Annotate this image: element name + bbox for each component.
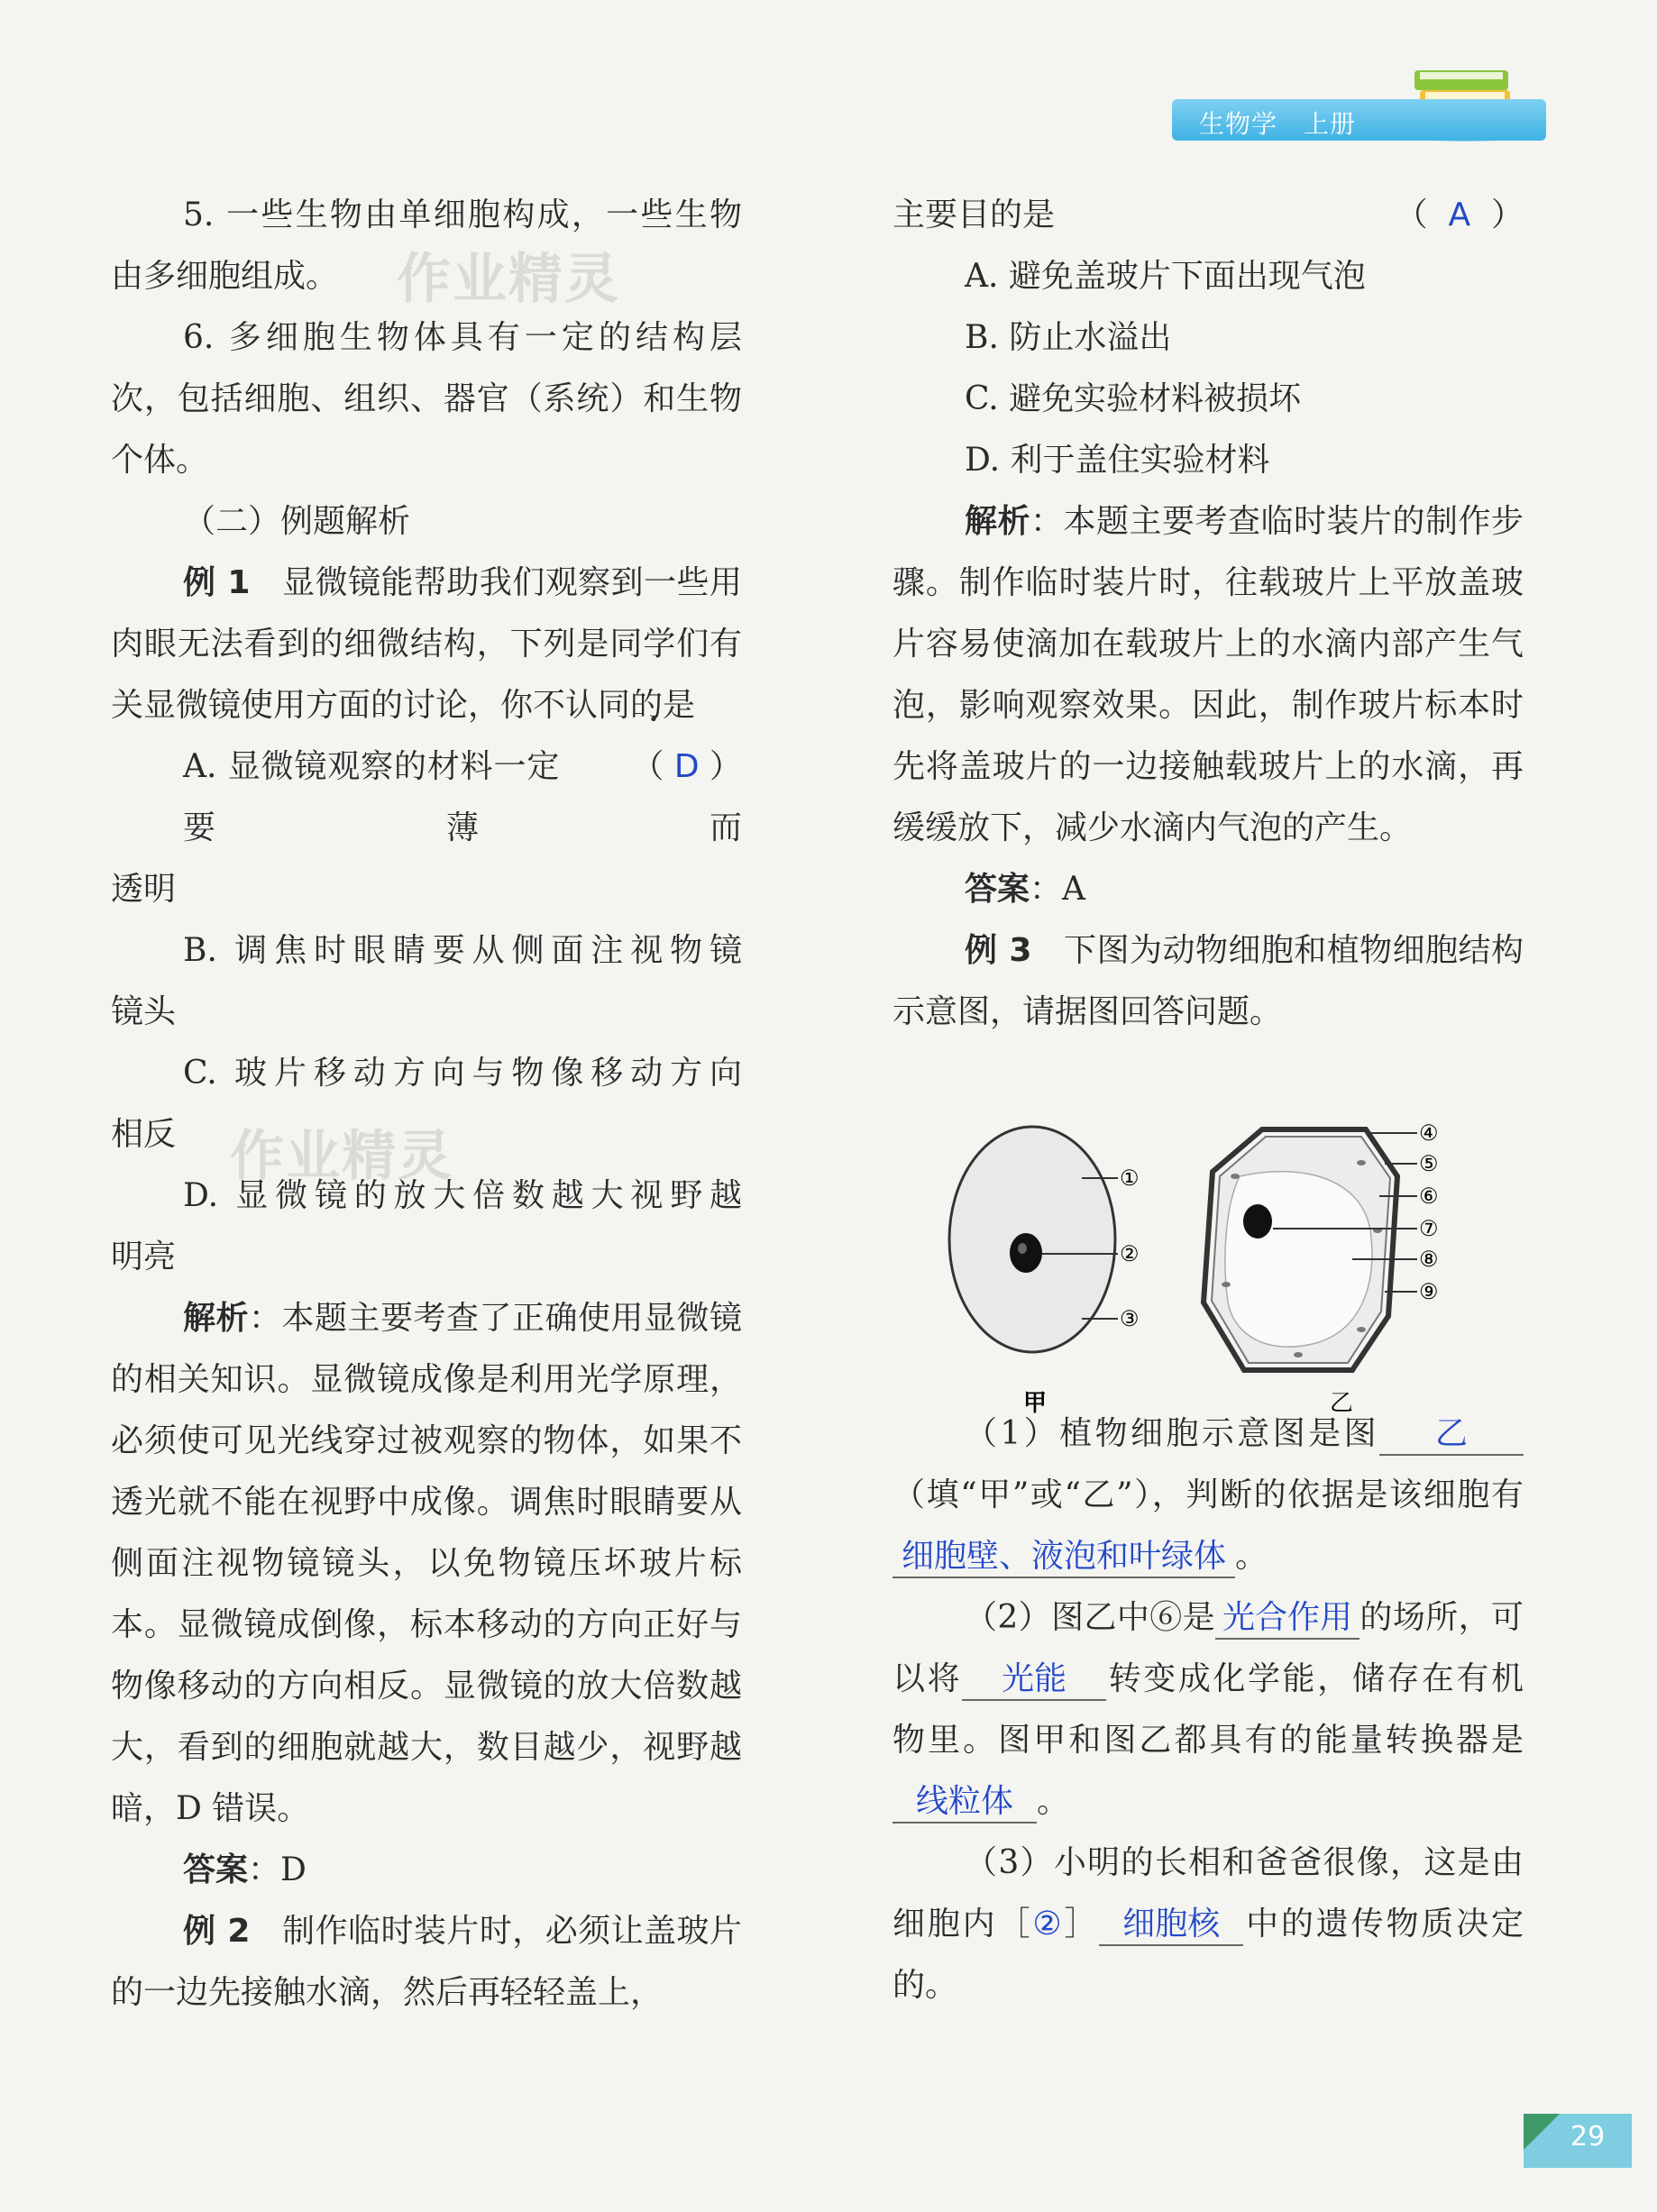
caption-plant: 乙 xyxy=(1330,1390,1354,1417)
cell-diagram xyxy=(938,1122,1478,1429)
animal-nucleolus xyxy=(1018,1243,1027,1254)
option-a-cont: 透明 xyxy=(111,871,177,908)
animal-cell-nucleus xyxy=(1010,1233,1042,1273)
example-3-stem-text: 下图为动物细胞和植物细胞结构示意图，请据图回答问题。 xyxy=(893,932,1524,1030)
q2-answer-2: 光能 xyxy=(962,1659,1106,1701)
example-1-stem xyxy=(111,553,742,785)
example-1-answer: D xyxy=(673,748,700,785)
analysis-text: ：本题主要考查了正确使用显微镜的相关知识。显微镜成像是利用光学原理，必须使可见光线穿过被观察的物体，如果不透光就不能在视野中成像。调焦时眼睛要从侧面注视物镜镜头，以免物镜压坏玻片标本。显微镜成倒像，标本移动的方向正好与物像移动的方向相反。显微镜的放大倍数越大，看到的细胞就越大，数目越少，视野越暗，D 错误。 xyxy=(111,1300,742,1827)
option-b-cont: 镜头 xyxy=(111,993,177,1030)
q2-answer-1: 光合作用 xyxy=(1215,1598,1359,1640)
option-b: B. 调焦时眼睛要从侧面注视物镜 xyxy=(183,932,742,969)
option-d: D. 利于盖住实验材料 xyxy=(965,442,1270,479)
summary-item-6: 6. 多细胞生物体具有一定的结构层次，包括细胞、组织、器官（系统）和生物个体。 xyxy=(111,319,742,479)
label-7: ⑦ xyxy=(1419,1216,1439,1241)
plant-vacuole xyxy=(1225,1172,1372,1348)
caption-animal: 甲 xyxy=(1023,1390,1048,1417)
answer-label: 答案 xyxy=(965,871,1030,908)
example-3-label: 例 3 xyxy=(965,932,1032,969)
label-4: ④ xyxy=(1419,1122,1439,1146)
q2-text-cont-2: 转变成化学能，储存在有机物里。图甲和图乙都具有的能量转换器是 xyxy=(893,1660,1524,1759)
q3-answer: 细胞核 xyxy=(1099,1905,1243,1946)
example-2-stem-cont xyxy=(893,185,1524,246)
q1-answer: 乙 xyxy=(1379,1414,1524,1456)
chloroplast xyxy=(1231,1174,1240,1179)
example-2-stem-end: 主要目的是 xyxy=(893,197,1056,233)
example-1-answer-line xyxy=(111,1840,742,1901)
example-2-stem xyxy=(111,1901,742,2024)
example-2-answer: A xyxy=(1448,197,1471,233)
summary-item-5: 5. 一些生物由单细胞构成，一些生物由多细胞组成。 xyxy=(111,197,742,295)
q1-text-end: 。 xyxy=(1235,1538,1268,1575)
q2-text: （2）图乙中⑥是 xyxy=(965,1599,1216,1636)
q1-text: （1）植物细胞示意图是图 xyxy=(965,1415,1379,1452)
q3-bracket: ］ xyxy=(1064,1906,1100,1942)
label-2: ② xyxy=(1120,1241,1140,1266)
example-1-stem-end: 的是 xyxy=(630,687,696,724)
section-title: （二）例题解析 xyxy=(183,503,411,540)
corner-fold-icon xyxy=(1524,2114,1560,2150)
analysis-label: 解析 xyxy=(183,1300,249,1337)
option-c-cont: 相反 xyxy=(111,1116,177,1153)
right-column xyxy=(893,185,1524,2016)
option-d-cont: 明亮 xyxy=(111,1239,177,1275)
analysis-text: ：本题主要考查临时装片的制作步骤。制作临时装片时，往载玻片上平放盖玻片容易使滴加在载玻片上的水滴内部产生气泡，影响观察效果。因此，制作玻片标本时先将盖玻片的一边接触载玻片上的水滴，再缓缓放下，减少水滴内气泡的产生。 xyxy=(893,503,1524,846)
answer-text: ：A xyxy=(1030,871,1086,908)
answer-label: 答案 xyxy=(183,1851,249,1888)
example-2-analysis xyxy=(893,491,1524,859)
label-8: ⑧ xyxy=(1419,1247,1439,1272)
example-2-label: 例 2 xyxy=(183,1913,251,1950)
label-5: ⑤ xyxy=(1419,1151,1439,1176)
example-1-label: 例 1 xyxy=(183,564,251,601)
answer-parentheses: （ D ） xyxy=(631,748,742,785)
q1-answer-2: 细胞壁、液泡和叶绿体 xyxy=(893,1537,1235,1578)
plant-cell-nucleus xyxy=(1243,1204,1272,1239)
watermark: 作业精灵 xyxy=(230,1125,453,1188)
label-1: ① xyxy=(1120,1165,1140,1191)
left-column xyxy=(111,185,742,2024)
chloroplast xyxy=(1222,1282,1231,1287)
example-3-stem xyxy=(893,920,1524,1043)
label-6: ⑥ xyxy=(1419,1184,1439,1209)
book-title: 生物学 上册 xyxy=(1199,109,1357,139)
q2-text-cont: 的场所，可以将 xyxy=(893,1599,1524,1697)
label-9: ⑨ xyxy=(1419,1279,1439,1304)
chloroplast xyxy=(1357,1327,1366,1332)
book-title-badge xyxy=(1172,99,1546,141)
example-2-answer-line xyxy=(893,859,1524,920)
option-c: C. 避免实验材料被损坏 xyxy=(965,380,1302,417)
answer-parentheses: （ A ） xyxy=(1395,197,1524,233)
question-2 xyxy=(893,1587,1524,1833)
q1-text-cont: （填“甲”或“乙”），判断的依据是该细胞有 xyxy=(893,1476,1524,1513)
question-3 xyxy=(893,1833,1524,2016)
answer-text: ：D xyxy=(248,1851,307,1888)
q3-text-end: 中的遗传物质决定的。 xyxy=(893,1906,1524,2004)
q2-text-end: 。 xyxy=(1037,1783,1070,1820)
watermark: 作业精灵 xyxy=(397,248,620,311)
option-d: D. 显微镜的放大倍数越大视野越 xyxy=(183,1177,742,1214)
question-1 xyxy=(893,1403,1524,1587)
option-b: B. 防止水溢出 xyxy=(965,319,1172,356)
q2-answer-3: 线粒体 xyxy=(893,1782,1037,1824)
option-a: A. 避免盖玻片下面出现气泡 xyxy=(965,258,1366,295)
chloroplast xyxy=(1357,1160,1366,1165)
label-3: ③ xyxy=(1120,1306,1140,1331)
option-c: C. 玻片移动方向与物像移动方向 xyxy=(183,1055,742,1092)
option-a: A. 显微镜观察的材料一定要薄而 xyxy=(183,748,742,846)
chloroplast xyxy=(1294,1352,1303,1357)
page-number: 29 xyxy=(1570,2121,1606,2153)
example-1-stem-text: 显微镜能帮助我们观察到一些用肉眼无法看到的细微结构，下列是同学们有关显微镜使用方面的讨论，你 xyxy=(111,564,742,724)
emphasis-text: 不认同 xyxy=(533,687,631,724)
example-1-analysis xyxy=(111,1288,742,1840)
q3-text: （3）小明的长相和爸爸很像，这是由细胞内［ xyxy=(893,1844,1524,1942)
analysis-label: 解析 xyxy=(965,503,1030,540)
example-2-stem-text: 制作临时装片时，必须让盖玻片的一边先接触水滴，然后再轻轻盖上， xyxy=(111,1913,742,2011)
q3-number: ② xyxy=(1032,1906,1065,1942)
